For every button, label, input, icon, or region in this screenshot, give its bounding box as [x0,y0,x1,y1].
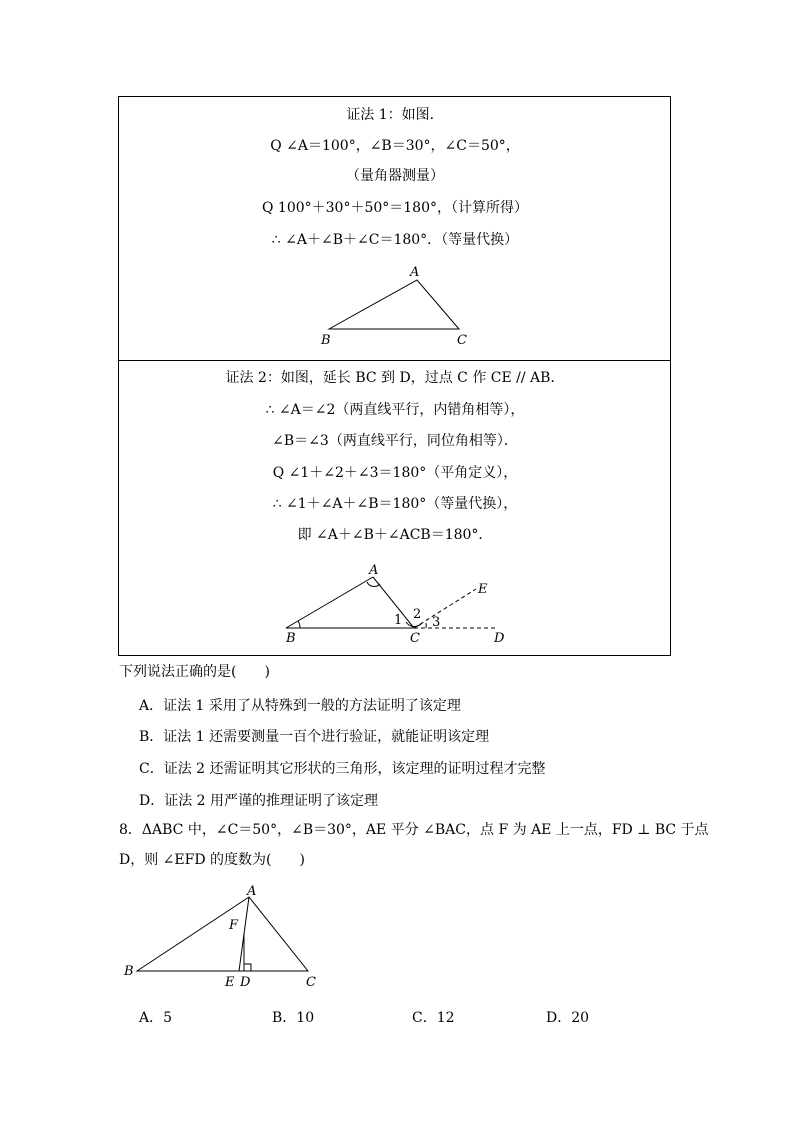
label-d: D [494,631,505,646]
q8-stem-line2: D，则 ∠EFD 的度数为( ) [119,852,305,868]
label-angle-1: 1 [394,613,403,628]
label-b: B [321,333,331,348]
label-e: E [225,975,235,990]
proof2-line2: ∴ ∠A＝∠2（两直线平行，内错角相等）， [265,402,525,418]
label-a: A [410,265,420,280]
proof1-line2: （量角器测量） [346,168,444,184]
proof2-line4: Q ∠1＋∠2＋∠3＝180°（平角定义）， [272,465,518,481]
proof1-triangle-figure [118,260,672,352]
label-angle-2: 2 [413,607,422,622]
q7-option-b[interactable]: B．证法 1 还需要测量一百个进行验证，就能证明该定理 [139,729,490,745]
label-angle-3: 3 [432,615,441,630]
proof2-line3: ∠B＝∠3（两直线平行，同位角相等）． [272,433,518,449]
angle-c-arcs [406,622,422,627]
proof-divider [119,360,670,361]
right-angle-mark [244,964,251,971]
proof2-triangle-figure [118,560,672,652]
label-e: E [478,582,488,597]
label-b: B [124,964,134,979]
q8-triangle-figure [118,880,338,992]
ray-ce [414,589,476,628]
label-b: B [286,631,296,646]
label-f: F [229,918,239,933]
q8-option-a[interactable]: A．5 [139,1010,173,1026]
label-d: D [240,975,251,990]
angle-b-arc [298,621,300,628]
q7-stem: 下列说法正确的是( ) [119,664,270,680]
q8-option-c[interactable]: C．12 [412,1010,455,1026]
proof2-line1: 证法 2：如图，延长 BC 到 D，过点 C 作 CE // AB． [225,370,565,386]
label-a: A [369,563,379,578]
proof1-line3: Q 100°＋30°＋50°＝180°，（计算所得） [262,200,528,216]
q7-option-c[interactable]: C．证法 2 还需证明其它形状的三角形，该定理的证明过程才完整 [139,761,546,777]
proof1-line1: Q ∠A＝100°，∠B＝30°，∠C＝50°， [270,138,520,154]
triangle-abc [137,897,308,971]
proof1-line4: ∴ ∠A＋∠B＋∠C＝180°．（等量代换） [271,232,519,248]
q8-stem-line1: 8．ΔABC 中，∠C＝50°，∠B＝30°，AE 平分 ∠BAC，点 F 为 AE 上一点，FD ⊥ BC 于点 [119,822,709,838]
label-c: C [410,631,420,646]
proof2-line5: ∴ ∠1＋∠A＋∠B＝180°（等量代换）， [272,496,518,512]
proof2-line6: 即 ∠A＋∠B＋∠ACB＝180°． [297,527,493,543]
q8-option-d[interactable]: D．20 [546,1010,590,1026]
proof1-heading: 证法 1：如图． [346,107,444,123]
label-c: C [457,333,467,348]
label-c: C [306,975,316,990]
q8-option-b[interactable]: B．10 [272,1010,315,1026]
side-ab [286,577,373,628]
q7-option-d[interactable]: D．证法 2 用严谨的推理证明了该定理 [139,793,379,809]
label-a: A [247,884,257,899]
triangle-abc [329,280,459,329]
q7-option-a[interactable]: A．证法 1 采用了从特殊到一般的方法证明了该定理 [139,698,461,714]
